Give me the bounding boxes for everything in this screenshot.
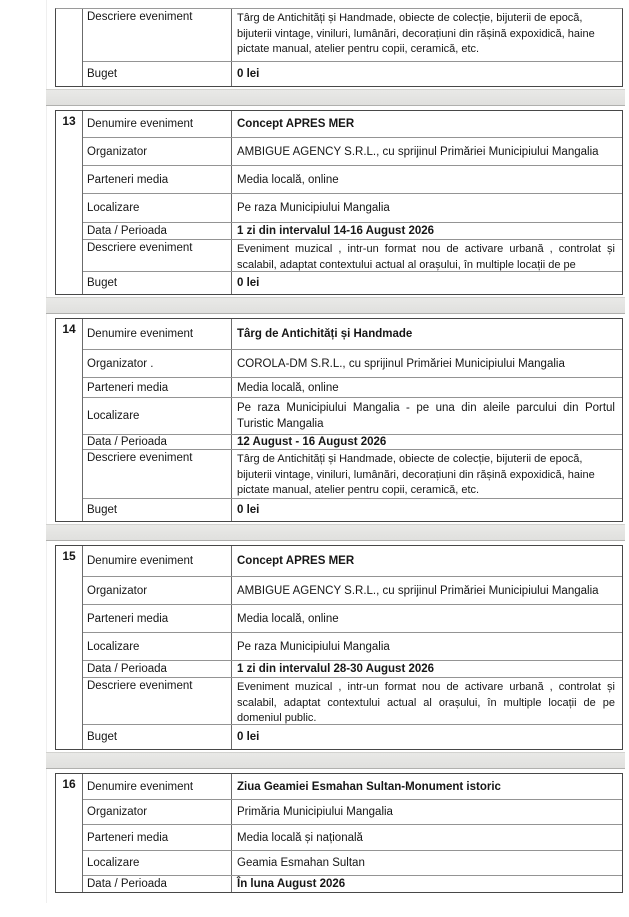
field-value: Primăria Municipiului Mangalia bbox=[237, 806, 393, 818]
field-label: Localizare bbox=[83, 633, 232, 660]
field-label: Organizator bbox=[83, 577, 232, 604]
section-divider-band bbox=[46, 752, 625, 769]
field-value: Eveniment muzical , intr-un format nou de activare urbană , controlat și scalabil, adaptat contextului actual al orașului, în multiple locații de pe bbox=[237, 243, 615, 271]
field-label: Descriere eveniment bbox=[83, 240, 232, 271]
field-value: Târg de Antichități și Handmade, obiecte de colecție, bijuterii de epocă, bijuterii vintage, viniluri, lumânări, decorațiuni din rășină expoxidică, haine pictate manual, atelier pentru copii, ceramică, etc. bbox=[237, 12, 595, 55]
event-rows bbox=[83, 774, 622, 892]
field-label: Localizare bbox=[83, 851, 232, 875]
table-row-buget bbox=[83, 499, 622, 521]
field-value: Concept APRES MER bbox=[237, 555, 355, 567]
field-value: 0 lei bbox=[237, 731, 260, 743]
table-row-data-perioada bbox=[83, 223, 622, 240]
table-row-data-perioada bbox=[83, 661, 622, 678]
field-label: Descriere eveniment bbox=[83, 9, 232, 61]
event-number: 16 bbox=[56, 774, 83, 892]
field-value: Media locală, online bbox=[237, 381, 339, 394]
event-number: 13 bbox=[56, 111, 83, 294]
field-value: Media locală, online bbox=[237, 173, 339, 186]
table-row-data-perioada bbox=[83, 876, 622, 892]
field-value: 0 lei bbox=[237, 504, 260, 516]
field-label: Buget bbox=[83, 62, 232, 86]
event-section-13 bbox=[55, 110, 623, 295]
field-value: 0 lei bbox=[237, 68, 260, 80]
field-label: Descriere eveniment bbox=[83, 450, 232, 498]
table-row-localizare bbox=[83, 851, 622, 876]
field-value: AMBIGUE AGENCY S.R.L., cu sprijinul Primăriei Municipiului Mangalia bbox=[237, 584, 599, 597]
field-value: Târg de Antichități și Handmade bbox=[237, 328, 413, 340]
field-label: Data / Perioada bbox=[83, 223, 232, 239]
field-label: Data / Perioada bbox=[83, 661, 232, 677]
table-row-parteneri bbox=[83, 825, 622, 851]
table-row-descriere bbox=[83, 678, 622, 725]
table-row-organizator bbox=[83, 350, 622, 378]
table-row-denumire bbox=[83, 319, 622, 350]
event-number: 15 bbox=[56, 546, 83, 749]
table-row-organizator bbox=[83, 138, 622, 166]
field-label: Buget bbox=[83, 725, 232, 749]
field-value: 0 lei bbox=[237, 277, 260, 289]
event-section-partial bbox=[55, 8, 623, 87]
event-number bbox=[56, 9, 83, 86]
field-label: Organizator bbox=[83, 800, 232, 824]
field-label: Localizare bbox=[83, 194, 232, 222]
field-value: Eveniment muzical , intr-un format nou de activare urbană , controlat și scalabil, adaptat contextului actual al orașului, în multiple locații de pe domeniul public. bbox=[237, 681, 615, 724]
field-label: Parteneri media bbox=[83, 605, 232, 632]
field-value: În luna August 2026 bbox=[237, 878, 346, 890]
field-label: Data / Perioada bbox=[83, 435, 232, 449]
field-value: COROLA-DM S.R.L., cu sprijinul Primăriei Municipiului Mangalia bbox=[237, 357, 565, 370]
field-label: Denumire eveniment bbox=[83, 774, 232, 799]
table-row-organizator bbox=[83, 577, 622, 605]
table-row-parteneri bbox=[83, 166, 622, 194]
field-label: Localizare bbox=[83, 398, 232, 434]
field-value: Pe raza Municipiului Mangalia bbox=[237, 202, 390, 214]
event-section-15 bbox=[55, 545, 623, 750]
field-label: Parteneri media bbox=[83, 825, 232, 850]
table-row-denumire bbox=[83, 111, 622, 138]
table-row-localizare bbox=[83, 398, 622, 435]
field-value: Pe raza Municipiului Mangalia - pe una din aleile parcului din Portul Turistic Mangalia bbox=[237, 402, 615, 430]
field-value: 1 zi din intervalul 28-30 August 2026 bbox=[237, 663, 435, 675]
event-number: 14 bbox=[56, 319, 83, 521]
table-row-localizare bbox=[83, 633, 622, 661]
field-value: Media locală, online bbox=[237, 612, 339, 625]
table-row-organizator bbox=[83, 800, 622, 825]
field-value: Geamia Esmahan Sultan bbox=[237, 857, 365, 869]
field-value: Pe raza Municipiului Mangalia bbox=[237, 640, 390, 653]
section-divider-band bbox=[46, 524, 625, 541]
field-label: Parteneri media bbox=[83, 166, 232, 193]
field-label: Parteneri media bbox=[83, 378, 232, 397]
field-label: Buget bbox=[83, 499, 232, 521]
section-divider-band bbox=[46, 89, 625, 106]
event-rows bbox=[83, 319, 622, 521]
field-value: Concept APRES MER bbox=[237, 118, 355, 130]
table-row-buget bbox=[83, 62, 622, 86]
table-row-data-perioada bbox=[83, 435, 622, 450]
field-value: AMBIGUE AGENCY S.R.L., cu sprijinul Primăriei Municipiului Mangalia bbox=[237, 145, 599, 158]
field-value: Media locală și națională bbox=[237, 831, 363, 844]
table-row-parteneri bbox=[83, 378, 622, 398]
table-row-descriere bbox=[83, 9, 622, 62]
field-label: Organizator bbox=[83, 138, 232, 165]
field-value: 12 August - 16 August 2026 bbox=[237, 436, 387, 448]
table-row-descriere bbox=[83, 240, 622, 272]
field-value: Târg de Antichități și Handmade, obiecte de colecție, bijuterii de epocă, bijuterii vintage, viniluri, lumânări, decorațiuni din rășină expoxidică, haine pictate manual, atelier pentru copii, ceramică, etc. bbox=[237, 453, 595, 496]
field-label: Buget bbox=[83, 272, 232, 294]
field-label: Denumire eveniment bbox=[83, 319, 232, 349]
event-rows bbox=[83, 111, 622, 294]
field-label: Organizator . bbox=[83, 350, 232, 377]
field-value: 1 zi din intervalul 14-16 August 2026 bbox=[237, 225, 435, 237]
table-row-localizare bbox=[83, 194, 622, 223]
table-row-denumire bbox=[83, 774, 622, 800]
field-label: Descriere eveniment bbox=[83, 678, 232, 724]
event-rows bbox=[83, 9, 622, 86]
table-row-buget bbox=[83, 725, 622, 749]
field-label: Denumire eveniment bbox=[83, 111, 232, 137]
table-row-buget bbox=[83, 272, 622, 294]
document-content bbox=[55, 8, 623, 893]
field-label: Data / Perioada bbox=[83, 876, 232, 892]
section-divider-band bbox=[46, 297, 625, 314]
table-row-parteneri bbox=[83, 605, 622, 633]
event-section-14 bbox=[55, 318, 623, 522]
table-row-descriere bbox=[83, 450, 622, 499]
field-label: Denumire eveniment bbox=[83, 546, 232, 576]
event-rows bbox=[83, 546, 622, 749]
event-section-16 bbox=[55, 773, 623, 893]
field-value: Ziua Geamiei Esmahan Sultan-Monument istoric bbox=[237, 780, 501, 793]
table-row-denumire bbox=[83, 546, 622, 577]
